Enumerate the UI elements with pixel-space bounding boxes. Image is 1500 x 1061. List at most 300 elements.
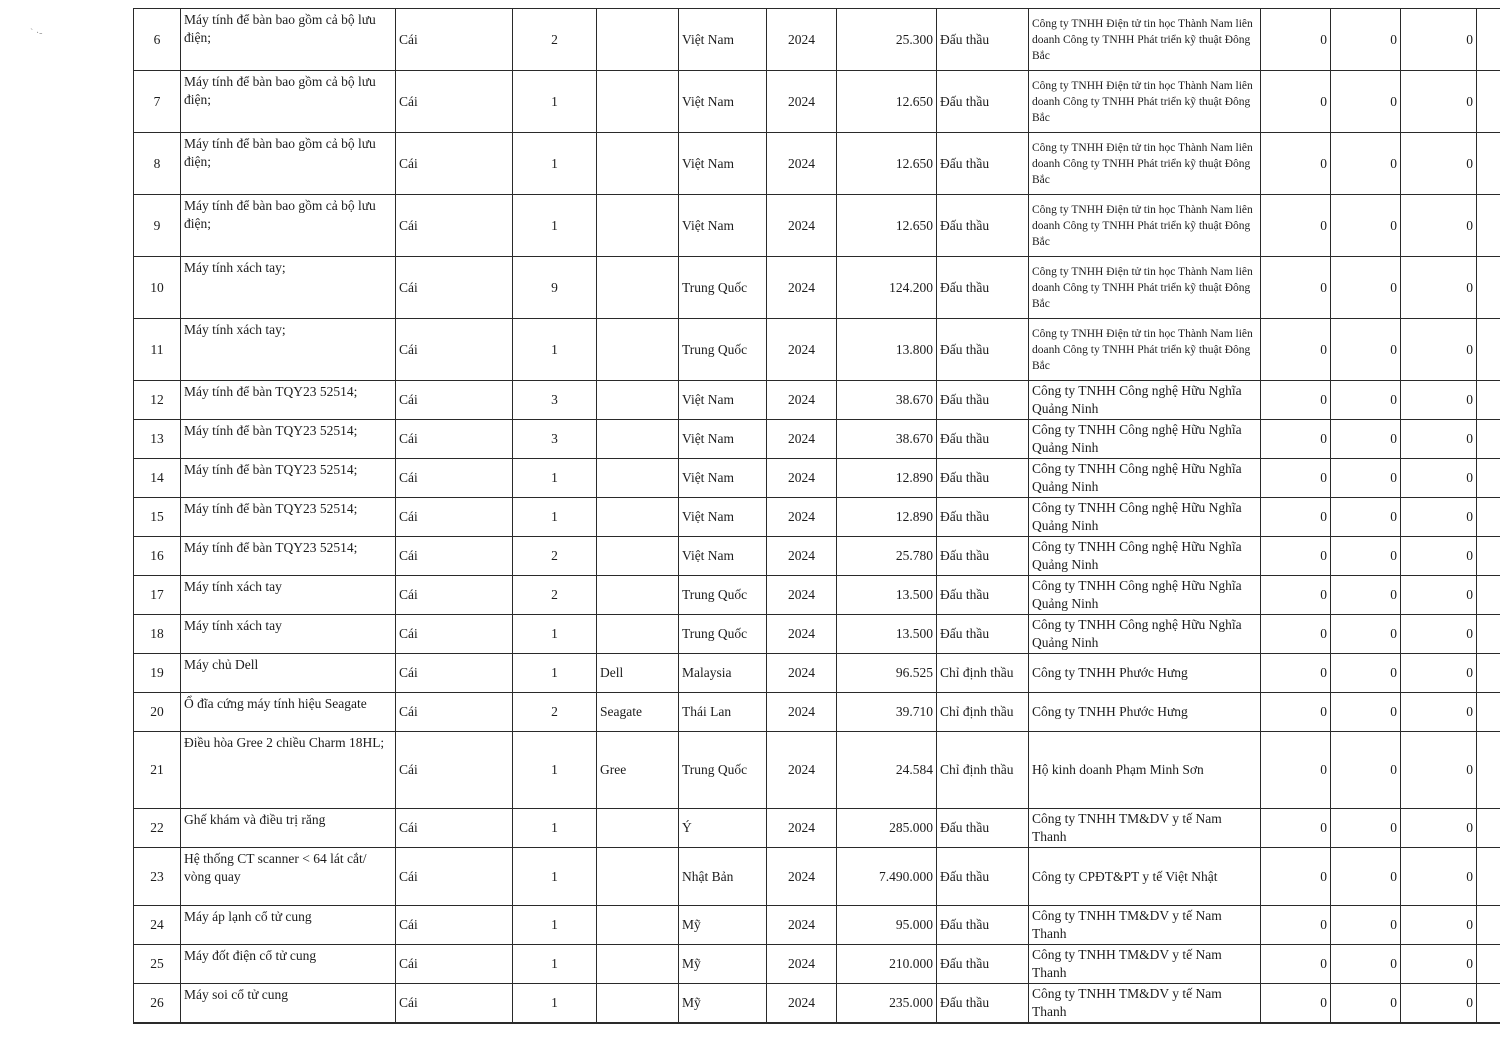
procurement-method: Đấu thầu: [937, 420, 1029, 459]
value-col-2: 0: [1331, 945, 1401, 984]
value-col-1: 0: [1261, 420, 1331, 459]
table-row: [134, 257, 1500, 319]
quantity: 1: [513, 984, 597, 1023]
value-col-2: 0: [1331, 459, 1401, 498]
item-name: Máy tính để bàn bao gồm cả bộ lưu điện;: [181, 71, 396, 133]
supplier: Công ty TNHH TM&DV y tế Nam Thanh: [1029, 945, 1261, 984]
value-col-3: 0: [1401, 133, 1477, 195]
value-col-3: 0: [1401, 319, 1477, 381]
brand: [597, 498, 679, 537]
item-name: Máy tính xách tay: [181, 576, 396, 615]
brand: [597, 71, 679, 133]
brand: [597, 984, 679, 1023]
value-col-1: 0: [1261, 133, 1331, 195]
quantity: 1: [513, 195, 597, 257]
origin: Việt Nam: [679, 195, 767, 257]
row-number: 6: [134, 9, 181, 71]
value-col-3: 0: [1401, 537, 1477, 576]
origin: Mỹ: [679, 945, 767, 984]
table-row: [134, 576, 1500, 615]
empty-cell: [1477, 195, 1500, 257]
unit: Cái: [396, 732, 513, 809]
origin: Việt Nam: [679, 133, 767, 195]
supplier: Công ty TNHH Điện tử tin học Thành Nam liên doanh Công ty TNHH Phát triển kỹ thuật Đông Bắc: [1029, 9, 1261, 71]
origin: Trung Quốc: [679, 576, 767, 615]
row-number: 11: [134, 319, 181, 381]
value-col-2: 0: [1331, 71, 1401, 133]
item-name: Máy tính để bàn TQY23 52514;: [181, 498, 396, 537]
supplier: Công ty TNHH Điện tử tin học Thành Nam liên doanh Công ty TNHH Phát triển kỹ thuật Đông Bắc: [1029, 257, 1261, 319]
item-name: Máy tính để bàn bao gồm cả bộ lưu điện;: [181, 9, 396, 71]
year: 2024: [767, 195, 837, 257]
item-name: Ghế khám và điều trị răng: [181, 809, 396, 848]
quantity: 1: [513, 809, 597, 848]
quantity: 1: [513, 654, 597, 693]
origin: Việt Nam: [679, 459, 767, 498]
item-name: Máy tính xách tay: [181, 615, 396, 654]
quantity: 2: [513, 693, 597, 732]
amount: 13.500: [837, 615, 937, 654]
procurement-table: [133, 8, 1500, 1024]
brand: [597, 420, 679, 459]
supplier: Công ty TNHH Điện tử tin học Thành Nam liên doanh Công ty TNHH Phát triển kỹ thuật Đông Bắc: [1029, 319, 1261, 381]
year: 2024: [767, 381, 837, 420]
table-row: [134, 498, 1500, 537]
quantity: 1: [513, 732, 597, 809]
origin: Thái Lan: [679, 693, 767, 732]
quantity: 3: [513, 420, 597, 459]
amount: 95.000: [837, 906, 937, 945]
item-name: Điều hòa Gree 2 chiều Charm 18HL;: [181, 732, 396, 809]
table-row: [134, 319, 1500, 381]
item-name: Máy tính xách tay;: [181, 257, 396, 319]
row-number: 9: [134, 195, 181, 257]
supplier: Công ty TNHH Công nghệ Hữu Nghĩa Quảng Ninh: [1029, 381, 1261, 420]
supplier: Công ty TNHH Công nghệ Hữu Nghĩa Quảng Ninh: [1029, 576, 1261, 615]
supplier: Công ty TNHH Phước Hưng: [1029, 693, 1261, 732]
brand: Gree: [597, 732, 679, 809]
supplier: Công ty TNHH Công nghệ Hữu Nghĩa Quảng Ninh: [1029, 420, 1261, 459]
row-number: 15: [134, 498, 181, 537]
table-row: [134, 906, 1500, 945]
procurement-method: Đấu thầu: [937, 71, 1029, 133]
year: 2024: [767, 576, 837, 615]
row-number: 16: [134, 537, 181, 576]
procurement-method: Đấu thầu: [937, 498, 1029, 537]
value-col-3: 0: [1401, 732, 1477, 809]
row-number: 24: [134, 906, 181, 945]
unit: Cái: [396, 498, 513, 537]
value-col-2: 0: [1331, 195, 1401, 257]
value-col-3: 0: [1401, 576, 1477, 615]
quantity: 1: [513, 945, 597, 984]
year: 2024: [767, 537, 837, 576]
year: 2024: [767, 732, 837, 809]
unit: Cái: [396, 848, 513, 906]
amount: 7.490.000: [837, 848, 937, 906]
amount: 39.710: [837, 693, 937, 732]
quantity: 1: [513, 71, 597, 133]
row-number: 14: [134, 459, 181, 498]
empty-cell: [1477, 984, 1500, 1023]
unit: Cái: [396, 9, 513, 71]
brand: Dell: [597, 654, 679, 693]
year: 2024: [767, 615, 837, 654]
value-col-1: 0: [1261, 537, 1331, 576]
table-row: [134, 459, 1500, 498]
procurement-method: Đấu thầu: [937, 133, 1029, 195]
value-col-1: 0: [1261, 498, 1331, 537]
item-name: Máy soi cổ tử cung: [181, 984, 396, 1023]
amount: 12.650: [837, 133, 937, 195]
value-col-2: 0: [1331, 906, 1401, 945]
procurement-method: Chỉ định thầu: [937, 654, 1029, 693]
procurement-method: Chỉ định thầu: [937, 693, 1029, 732]
supplier: Công ty TNHH TM&DV y tế Nam Thanh: [1029, 906, 1261, 945]
brand: [597, 319, 679, 381]
value-col-2: 0: [1331, 654, 1401, 693]
unit: Cái: [396, 257, 513, 319]
item-name: Máy đốt điện cổ tử cung: [181, 945, 396, 984]
amount: 285.000: [837, 809, 937, 848]
row-number: 20: [134, 693, 181, 732]
year: 2024: [767, 654, 837, 693]
empty-cell: [1477, 615, 1500, 654]
value-col-3: 0: [1401, 693, 1477, 732]
year: 2024: [767, 71, 837, 133]
unit: Cái: [396, 984, 513, 1023]
value-col-1: 0: [1261, 615, 1331, 654]
unit: Cái: [396, 420, 513, 459]
year: 2024: [767, 906, 837, 945]
unit: Cái: [396, 654, 513, 693]
table-row: [134, 984, 1500, 1023]
procurement-method: Đấu thầu: [937, 537, 1029, 576]
year: 2024: [767, 848, 837, 906]
origin: Trung Quốc: [679, 319, 767, 381]
procurement-method: Đấu thầu: [937, 381, 1029, 420]
empty-cell: [1477, 71, 1500, 133]
amount: 13.500: [837, 576, 937, 615]
amount: 12.650: [837, 71, 937, 133]
value-col-1: 0: [1261, 848, 1331, 906]
value-col-1: 0: [1261, 576, 1331, 615]
unit: Cái: [396, 195, 513, 257]
unit: Cái: [396, 693, 513, 732]
value-col-2: 0: [1331, 693, 1401, 732]
supplier: Công ty TNHH Công nghệ Hữu Nghĩa Quảng Ninh: [1029, 537, 1261, 576]
value-col-1: 0: [1261, 906, 1331, 945]
table-row: [134, 693, 1500, 732]
supplier: Công ty TNHH Điện tử tin học Thành Nam liên doanh Công ty TNHH Phát triển kỹ thuật Đông Bắc: [1029, 195, 1261, 257]
unit: Cái: [396, 459, 513, 498]
value-col-1: 0: [1261, 319, 1331, 381]
supplier: Công ty TNHH TM&DV y tế Nam Thanh: [1029, 984, 1261, 1023]
unit: Cái: [396, 945, 513, 984]
brand: [597, 133, 679, 195]
value-col-1: 0: [1261, 459, 1331, 498]
value-col-3: 0: [1401, 848, 1477, 906]
brand: [597, 459, 679, 498]
procurement-method: Đấu thầu: [937, 848, 1029, 906]
empty-cell: [1477, 693, 1500, 732]
value-col-2: 0: [1331, 984, 1401, 1023]
amount: 210.000: [837, 945, 937, 984]
amount: 38.670: [837, 420, 937, 459]
value-col-1: 0: [1261, 945, 1331, 984]
item-name: Máy tính để bàn TQY23 52514;: [181, 381, 396, 420]
empty-cell: [1477, 654, 1500, 693]
item-name: Máy tính để bàn TQY23 52514;: [181, 420, 396, 459]
origin: Trung Quốc: [679, 732, 767, 809]
item-name: Ổ đĩa cứng máy tính hiệu Seagate: [181, 693, 396, 732]
brand: [597, 906, 679, 945]
supplier: Hộ kinh doanh Phạm Minh Sơn: [1029, 732, 1261, 809]
quantity: 2: [513, 576, 597, 615]
value-col-3: 0: [1401, 420, 1477, 459]
amount: 124.200: [837, 257, 937, 319]
table-row: [134, 809, 1500, 848]
value-col-2: 0: [1331, 133, 1401, 195]
origin: Nhật Bản: [679, 848, 767, 906]
value-col-3: 0: [1401, 498, 1477, 537]
quantity: 2: [513, 537, 597, 576]
quantity: 2: [513, 9, 597, 71]
row-number: 26: [134, 984, 181, 1023]
value-col-3: 0: [1401, 9, 1477, 71]
year: 2024: [767, 420, 837, 459]
procurement-method: Đấu thầu: [937, 615, 1029, 654]
value-col-2: 0: [1331, 732, 1401, 809]
supplier: Công ty TNHH TM&DV y tế Nam Thanh: [1029, 809, 1261, 848]
procurement-method: Đấu thầu: [937, 906, 1029, 945]
year: 2024: [767, 809, 837, 848]
year: 2024: [767, 319, 837, 381]
table-row: [134, 195, 1500, 257]
value-col-3: 0: [1401, 654, 1477, 693]
unit: Cái: [396, 906, 513, 945]
unit: Cái: [396, 809, 513, 848]
procurement-method: Đấu thầu: [937, 319, 1029, 381]
year: 2024: [767, 693, 837, 732]
value-col-2: 0: [1331, 615, 1401, 654]
amount: 12.650: [837, 195, 937, 257]
value-col-1: 0: [1261, 257, 1331, 319]
procurement-method: Đấu thầu: [937, 576, 1029, 615]
supplier: Công ty TNHH Công nghệ Hữu Nghĩa Quảng Ninh: [1029, 615, 1261, 654]
origin: Malaysia: [679, 654, 767, 693]
table-row: [134, 654, 1500, 693]
amount: 235.000: [837, 984, 937, 1023]
origin: Trung Quốc: [679, 257, 767, 319]
value-col-3: 0: [1401, 459, 1477, 498]
value-col-2: 0: [1331, 257, 1401, 319]
value-col-2: 0: [1331, 9, 1401, 71]
row-number: 19: [134, 654, 181, 693]
empty-cell: [1477, 319, 1500, 381]
empty-cell: [1477, 459, 1500, 498]
empty-cell: [1477, 381, 1500, 420]
empty-cell: [1477, 9, 1500, 71]
value-col-2: 0: [1331, 809, 1401, 848]
quantity: 1: [513, 459, 597, 498]
value-col-3: 0: [1401, 257, 1477, 319]
value-col-2: 0: [1331, 848, 1401, 906]
value-col-1: 0: [1261, 381, 1331, 420]
item-name: Máy tính xách tay;: [181, 319, 396, 381]
value-col-1: 0: [1261, 9, 1331, 71]
item-name: Máy áp lạnh cổ tử cung: [181, 906, 396, 945]
year: 2024: [767, 498, 837, 537]
origin: Mỹ: [679, 906, 767, 945]
brand: [597, 537, 679, 576]
row-number: 23: [134, 848, 181, 906]
value-col-3: 0: [1401, 809, 1477, 848]
supplier: Công ty TNHH Điện tử tin học Thành Nam liên doanh Công ty TNHH Phát triển kỹ thuật Đông Bắc: [1029, 71, 1261, 133]
empty-cell: [1477, 732, 1500, 809]
table-row: [134, 945, 1500, 984]
amount: 25.780: [837, 537, 937, 576]
supplier: Công ty TNHH Công nghệ Hữu Nghĩa Quảng Ninh: [1029, 498, 1261, 537]
quantity: 1: [513, 319, 597, 381]
item-name: Hệ thống CT scanner < 64 lát cắt/ vòng quay: [181, 848, 396, 906]
value-col-2: 0: [1331, 498, 1401, 537]
empty-cell: [1477, 133, 1500, 195]
procurement-method: Đấu thầu: [937, 459, 1029, 498]
amount: 13.800: [837, 319, 937, 381]
item-name: Máy tính để bàn TQY23 52514;: [181, 537, 396, 576]
brand: [597, 9, 679, 71]
origin: Việt Nam: [679, 420, 767, 459]
table-row: [134, 9, 1500, 71]
value-col-3: 0: [1401, 945, 1477, 984]
item-name: Máy chủ Dell: [181, 654, 396, 693]
brand: Seagate: [597, 693, 679, 732]
amount: 24.584: [837, 732, 937, 809]
item-name: Máy tính để bàn TQY23 52514;: [181, 459, 396, 498]
row-number: 25: [134, 945, 181, 984]
supplier: Công ty TNHH Phước Hưng: [1029, 654, 1261, 693]
quantity: 1: [513, 498, 597, 537]
table-row: [134, 420, 1500, 459]
empty-cell: [1477, 809, 1500, 848]
value-col-1: 0: [1261, 809, 1331, 848]
row-number: 10: [134, 257, 181, 319]
value-col-1: 0: [1261, 654, 1331, 693]
value-col-3: 0: [1401, 71, 1477, 133]
empty-cell: [1477, 420, 1500, 459]
year: 2024: [767, 459, 837, 498]
value-col-3: 0: [1401, 906, 1477, 945]
procurement-method: Đấu thầu: [937, 984, 1029, 1023]
amount: 12.890: [837, 459, 937, 498]
unit: Cái: [396, 381, 513, 420]
empty-cell: [1477, 498, 1500, 537]
amount: 38.670: [837, 381, 937, 420]
quantity: 9: [513, 257, 597, 319]
item-name: Máy tính để bàn bao gồm cả bộ lưu điện;: [181, 133, 396, 195]
empty-cell: [1477, 848, 1500, 906]
origin: Mỹ: [679, 984, 767, 1023]
table-row: [134, 615, 1500, 654]
quantity: 1: [513, 848, 597, 906]
supplier: Công ty CPĐT&PT y tế Việt Nhật: [1029, 848, 1261, 906]
amount: 25.300: [837, 9, 937, 71]
row-number: 12: [134, 381, 181, 420]
brand: [597, 257, 679, 319]
row-number: 21: [134, 732, 181, 809]
origin: Ý: [679, 809, 767, 848]
row-number: 22: [134, 809, 181, 848]
procurement-method: Đấu thầu: [937, 809, 1029, 848]
origin: Việt Nam: [679, 71, 767, 133]
amount: 96.525: [837, 654, 937, 693]
value-col-2: 0: [1331, 319, 1401, 381]
procurement-method: Chỉ định thầu: [937, 732, 1029, 809]
unit: Cái: [396, 537, 513, 576]
brand: [597, 945, 679, 984]
value-col-3: 0: [1401, 984, 1477, 1023]
table-row: [134, 848, 1500, 906]
row-number: 8: [134, 133, 181, 195]
procurement-method: Đấu thầu: [937, 257, 1029, 319]
procurement-method: Đấu thầu: [937, 945, 1029, 984]
year: 2024: [767, 133, 837, 195]
row-number: 13: [134, 420, 181, 459]
origin: Việt Nam: [679, 381, 767, 420]
empty-cell: [1477, 945, 1500, 984]
amount: 12.890: [837, 498, 937, 537]
origin: Việt Nam: [679, 498, 767, 537]
origin: Trung Quốc: [679, 615, 767, 654]
value-col-1: 0: [1261, 732, 1331, 809]
quantity: 1: [513, 906, 597, 945]
unit: Cái: [396, 615, 513, 654]
value-col-2: 0: [1331, 576, 1401, 615]
value-col-3: 0: [1401, 195, 1477, 257]
brand: [597, 576, 679, 615]
table-row: [134, 71, 1500, 133]
item-name: Máy tính để bàn bao gồm cả bộ lưu điện;: [181, 195, 396, 257]
row-number: 7: [134, 71, 181, 133]
value-col-3: 0: [1401, 615, 1477, 654]
empty-cell: [1477, 906, 1500, 945]
year: 2024: [767, 257, 837, 319]
quantity: 1: [513, 615, 597, 654]
table-row: [134, 732, 1500, 809]
brand: [597, 195, 679, 257]
empty-cell: [1477, 537, 1500, 576]
year: 2024: [767, 945, 837, 984]
table-row: [134, 381, 1500, 420]
value-col-1: 0: [1261, 984, 1331, 1023]
value-col-1: 0: [1261, 195, 1331, 257]
procurement-method: Đấu thầu: [937, 9, 1029, 71]
brand: [597, 848, 679, 906]
table-row: [134, 537, 1500, 576]
origin: Việt Nam: [679, 9, 767, 71]
table-row: [134, 133, 1500, 195]
row-number: 18: [134, 615, 181, 654]
quantity: 1: [513, 133, 597, 195]
unit: Cái: [396, 319, 513, 381]
supplier: Công ty TNHH Điện tử tin học Thành Nam liên doanh Công ty TNHH Phát triển kỹ thuật Đông Bắc: [1029, 133, 1261, 195]
unit: Cái: [396, 71, 513, 133]
supplier: Công ty TNHH Công nghệ Hữu Nghĩa Quảng Ninh: [1029, 459, 1261, 498]
brand: [597, 615, 679, 654]
quantity: 3: [513, 381, 597, 420]
empty-cell: [1477, 257, 1500, 319]
